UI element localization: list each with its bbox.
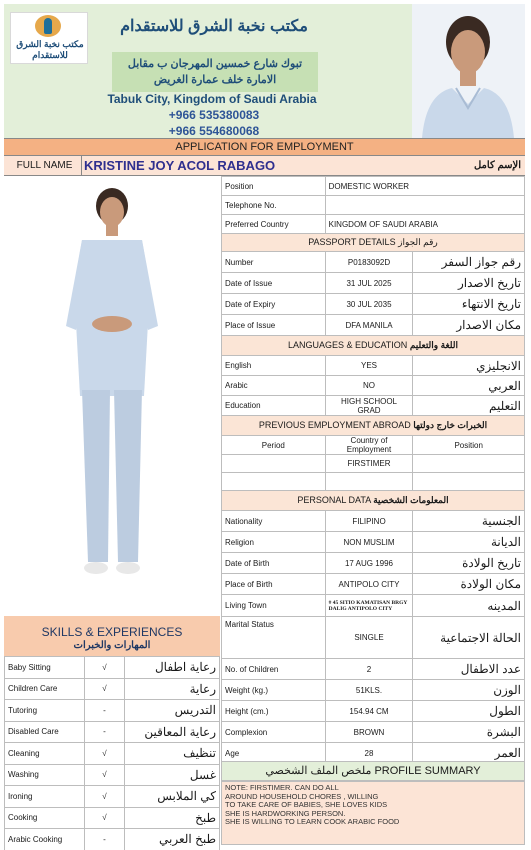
expiry-date-ar: تاريخ الانتهاء [413, 294, 525, 315]
skill-cleaning: Cleaning [5, 743, 85, 765]
skill-ar-washing: غسل [125, 764, 220, 786]
employment-country-1: FIRSTIMER [325, 455, 413, 473]
weight-label: Weight (kg.) [222, 680, 326, 701]
profile-summary-body [221, 781, 525, 845]
skill-mark-ironing: √ [85, 786, 125, 808]
expiry-date-value: 30 JUL 2035 [325, 294, 413, 315]
children-ar: عدد الاطفال [413, 659, 525, 680]
passport-title: PASSPORT DETAILS [308, 237, 396, 247]
profile-line: SHE IS HARDWORKING PERSON. [225, 808, 346, 818]
passport-section-header [222, 234, 525, 252]
period-column-header: Period [222, 436, 326, 455]
profile-summary-header [221, 761, 525, 781]
agency-logo [10, 12, 88, 64]
skill-mark-children-care: √ [85, 678, 125, 700]
arabic-label: Arabic [222, 376, 326, 396]
age-label: Age [222, 743, 326, 764]
issue-date-ar: تاريخ الاصدار [413, 273, 525, 294]
expiry-date-label: Date of Expiry [222, 294, 326, 315]
dob-value: 17 AUG 1996 [325, 553, 413, 574]
skill-baby-sitting: Baby Sitting [5, 657, 85, 679]
employment-section-header [222, 416, 525, 436]
marital-status-label: Marital Status [222, 617, 326, 659]
employment-position-1 [413, 455, 525, 473]
english-value: YES [325, 356, 413, 376]
education-value: HIGH SCHOOL GRAD [325, 396, 413, 416]
dob-ar: تاريخ الولادة [413, 553, 525, 574]
living-town-label: Living Town [222, 595, 326, 617]
complexion-value: BROWN [325, 722, 413, 743]
skill-ar-baby-sitting: رعاية اطفال [125, 657, 220, 679]
children-value: 2 [325, 659, 413, 680]
passport-title-ar: رقم الجواز [398, 237, 438, 247]
skill-mark-arabic-cooking: - [85, 829, 125, 850]
employment-title: PREVIOUS EMPLOYMENT ABROAD [258, 420, 411, 430]
marital-status-ar: الحالة الاجتماعية [413, 617, 525, 659]
position-label: Position [222, 177, 326, 196]
languages-title-ar: اللغة والتعليم [409, 340, 459, 350]
weight-ar: الوزن [413, 680, 525, 701]
height-value: 154.94 CM [325, 701, 413, 722]
employment-position-2 [413, 473, 525, 491]
living-town-value: # 45 SITIO KAMATISAN BRGY DALIG ANTIPOLO CITY [325, 595, 413, 617]
religion-ar: الديانة [413, 532, 525, 553]
country-label: Preferred Country [222, 215, 326, 234]
employment-country-2 [325, 473, 413, 491]
skills-title-ar: المهارات والخبرات [73, 640, 151, 651]
address-line-1: تبوك شارع خمسين المهرجان ب مقابل [127, 58, 303, 70]
skills-table [4, 656, 220, 850]
passport-number-ar: رقم جواز السفر [413, 252, 525, 273]
agency-name-ar: مكتب نخبة الشرق للاستقدام [120, 18, 308, 35]
english-label: English [222, 356, 326, 376]
birthplace-label: Place of Birth [222, 574, 326, 595]
application-title: APPLICATION FOR EMPLOYMENT [4, 138, 525, 156]
full-body-photo [4, 176, 220, 616]
english-ar: الانجليزي [413, 356, 525, 376]
profile-line: AROUND HOUSEHOLD CHORES , WILLING [225, 791, 379, 801]
telephone-value [325, 196, 524, 215]
skill-ar-children-care: رعاية [125, 678, 220, 700]
skill-ar-cooking: طبخ [125, 807, 220, 829]
religion-value: NON MUSLIM [325, 532, 413, 553]
headshot-photo [412, 4, 525, 138]
skill-mark-cooking: √ [85, 807, 125, 829]
complexion-ar: البشرة [413, 722, 525, 743]
skill-disabled-care: Disabled Care [5, 721, 85, 743]
logo-figure-icon [44, 18, 52, 34]
profile-line: NOTE: FIRSTIMER. CAN DO ALL [225, 783, 339, 792]
skill-ironing: Ironing [5, 786, 85, 808]
issue-place-value: DFA MANILA [325, 315, 413, 336]
skill-mark-cleaning: √ [85, 743, 125, 765]
phone-2: +966 554680068 [168, 124, 260, 138]
personal-title: PERSONAL DATA [297, 495, 371, 505]
skill-ar-tutoring: التدريس [125, 700, 220, 722]
height-ar: الطول [413, 701, 525, 722]
languages-section-header [222, 336, 525, 356]
skill-arabic-cooking: Arabic Cooking [5, 829, 85, 850]
position-value: DOMESTIC WORKER [325, 177, 524, 196]
profile-line: SHE IS WILLING TO LEARN COOK ARABIC FOOD [225, 817, 400, 826]
full-name-row [4, 156, 525, 176]
logo-text: مكتب نخبة الشرق للاستقدام [16, 39, 84, 60]
skill-ar-cleaning: تنظيف [125, 743, 220, 765]
skill-mark-washing: √ [85, 764, 125, 786]
issue-place-ar: مكان الاصدار [413, 315, 525, 336]
address-box [112, 52, 318, 92]
arabic-ar: العربي [413, 376, 525, 396]
country-column-header: Country of Employment [325, 436, 413, 455]
address-line-2: الامارة خلف عمارة الغريض [153, 74, 277, 86]
phone-1: +966 535380083 [168, 108, 260, 122]
issue-place-label: Place of Issue [222, 315, 326, 336]
birthplace-value: ANTIPOLO CITY [325, 574, 413, 595]
skill-ar-disabled-care: رعاية المعاقين [125, 721, 220, 743]
children-label: No. of Children [222, 659, 326, 680]
education-ar: التعليم [413, 396, 525, 416]
skill-washing: Washing [5, 764, 85, 786]
agency-city: Tabuk City, Kingdom of Saudi Arabia [107, 92, 317, 106]
passport-number-label: Number [222, 252, 326, 273]
marital-status-value: SINGLE [325, 617, 413, 659]
birthplace-ar: مكان الولادة [413, 574, 525, 595]
profile-title-ar: ملخص الملف الشخصي [265, 765, 372, 777]
details-table [221, 176, 525, 764]
profile-title: PROFILE SUMMARY [374, 765, 481, 777]
skill-cooking: Cooking [5, 807, 85, 829]
full-name-label-ar: الإسم كامل [473, 160, 521, 171]
skill-tutoring: Tutoring [5, 700, 85, 722]
skill-children-care: Children Care [5, 678, 85, 700]
skill-ar-ironing: كي الملابس [125, 786, 220, 808]
weight-value: 51KLS. [325, 680, 413, 701]
issue-date-value: 31 JUL 2025 [325, 273, 413, 294]
personal-section-header [222, 491, 525, 511]
religion-label: Religion [222, 532, 326, 553]
languages-title: LANGUAGES & EDUCATION [287, 340, 408, 350]
employment-period-1 [222, 455, 326, 473]
dob-label: Date of Birth [222, 553, 326, 574]
arabic-value: NO [325, 376, 413, 396]
living-town-ar: المدينه [413, 595, 525, 617]
employment-title-ar: الخبرات خارج دولتها [413, 420, 488, 430]
agency-header [4, 4, 412, 138]
country-value: KINGDOM OF SAUDI ARABIA [325, 215, 524, 234]
position-column-header: Position [413, 436, 525, 455]
skill-mark-baby-sitting: √ [85, 657, 125, 679]
education-label: Education [222, 396, 326, 416]
skills-title: SKILLS & EXPERIENCES [41, 625, 183, 639]
full-name-label: FULL NAME [8, 156, 82, 176]
issue-date-label: Date of Issue [222, 273, 326, 294]
skill-mark-disabled-care: - [85, 721, 125, 743]
height-label: Height (cm.) [222, 701, 326, 722]
skill-ar-arabic-cooking: طبخ العربي [125, 829, 220, 850]
passport-number-value: P0183092D [325, 252, 413, 273]
employment-period-2 [222, 473, 326, 491]
nationality-label: Nationality [222, 511, 326, 532]
personal-title-ar: المعلومات الشخصية [373, 495, 449, 505]
nationality-value: FILIPINO [325, 511, 413, 532]
skill-mark-tutoring: - [85, 700, 125, 722]
full-name-value: KRISTINE JOY ACOL RABAGO [84, 158, 276, 173]
profile-line: TO TAKE CARE OF BABIES, SHE LOVES KIDS [225, 800, 388, 809]
nationality-ar: الجنسية [413, 511, 525, 532]
age-value: 28 [325, 743, 413, 764]
age-ar: العمر [413, 743, 525, 764]
telephone-label: Telephone No. [222, 196, 326, 215]
skills-section-header [4, 616, 220, 656]
complexion-label: Complexion [222, 722, 326, 743]
